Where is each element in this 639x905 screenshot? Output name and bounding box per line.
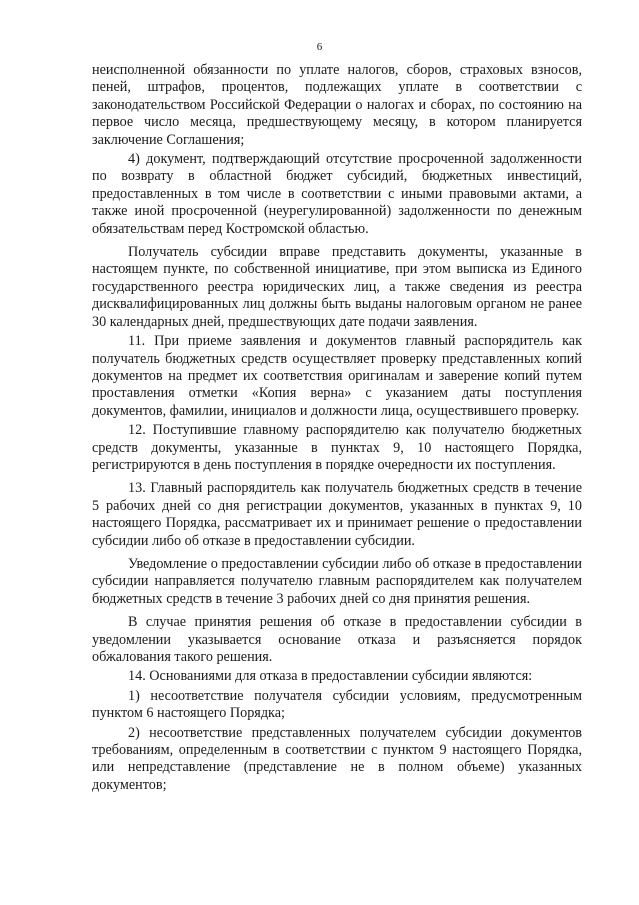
paragraph-clause-14: 14. Основаниями для отказа в предоставлении субсидии являются: — [128, 668, 533, 685]
paragraph-notification: Уведомление о предоставлении субсидии либо об отказе в предоставлении субсидии направляется получателю главным распорядителем как получателем бюджетных средств в течение 3 рабочих дней со дня принятия решения. — [92, 555, 582, 607]
paragraph-refusal-case: В случае принятия решения об отказе в предоставлении субсидии в уведомлении указывается основание отказа и разъясняется порядок обжалования такого решения. — [92, 614, 582, 665]
paragraph-continuation: неисполненной обязанности по уплате налогов, сборов, страховых взносов, пеней, штрафов, процентов, подлежащих уплате в соответствии с законодательством Российской Федерации о налогах и сборах, по состоянию на первое число месяца, предшествующему месяцу, в котором планируется заключение Соглашения; — [92, 62, 582, 148]
page-number: 6 — [316, 41, 323, 53]
paragraph-ground-2: 2) несоответствие представленных получателем субсидии документов требованиям, определенным в соответствии с пунктом 9 настоящего Порядка, или непредставление (представление не в полном объеме) указанных документов; — [92, 724, 582, 793]
paragraph-clause-11: 11. При приеме заявления и документов главный распорядитель как получатель бюджетных средств осуществляет проверку представленных копий документов на предмет их соответствия оригиналам и заверение копий путем проставления отметки «Копия верна» с указанием даты поступления документов, фамилии, инициалов и должности лица, осуществившего проверку. — [92, 333, 582, 419]
paragraph-item-4: 4) документ, подтверждающий отсутствие просроченной задолженности по возврату в областной бюджет субсидий, бюджетных инвестиций, предоставленных в том числе в соответствии с иными правовыми актами, а также иной просроченной (неурегулированной) задолженности по денежным обязательствам перед Костромской областью. — [92, 151, 582, 237]
paragraph-recipient-right: Получатель субсидии вправе представить документы, указанные в настоящем пункте, по собственной инициативе, при этом выписка из Единого государственного реестра юридических лиц, а также сведения из реестра дисквалифицированных лиц должны быть выданы налоговым органом не ранее 30 календарных дней, предшествующих дате подачи заявления. — [92, 244, 582, 330]
paragraph-clause-13: 13. Главный распорядитель как получатель бюджетных средств в течение 5 рабочих дней со дня регистрации документов, указанных в пунктах 9, 10 настоящего Порядка, рассматривает их и принимает решение о предоставлении субсидии либо об отказе в предоставлении субсидии. — [92, 480, 582, 549]
paragraph-ground-1: 1) несоответствие получателя субсидии условиям, предусмотренным пунктом 6 настоящего Порядка; — [92, 687, 582, 722]
paragraph-clause-12: 12. Поступившие главному распорядителю как получателю бюджетных средств документы, указанные в пунктах 9, 10 настоящего Порядка, регистрируются в день поступления в порядке очередности их поступления. — [92, 422, 582, 473]
document-body — [92, 62, 582, 796]
